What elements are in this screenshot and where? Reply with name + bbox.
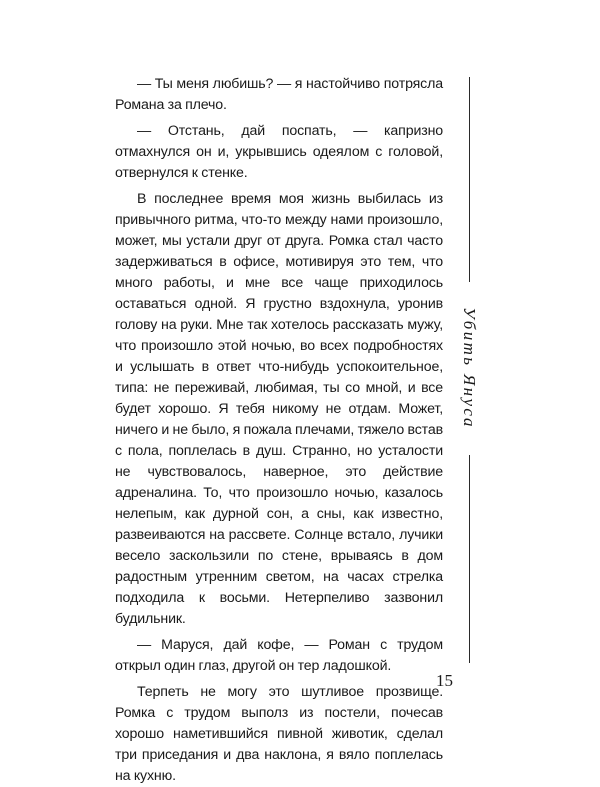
dialogue-paragraph: — Отстань, дай поспать, — капризно отмахнулся он и, укрывшись одеялом с головой, отвернулся к стенке. [115,123,443,181]
running-title: Убить Януса [460,307,479,429]
page-number: 15 [436,671,453,690]
narrative-paragraph: Терпеть не могу это шутливое прозвище. Ромка с трудом выполз из постели, почесав хорошо наметившийся пивной животик, сделал три приседания и два наклона, я вяло поплелась на кухню. [115,684,443,784]
dialogue-paragraph: — Ты меня любишь? — я настойчиво потрясла Романа за плечо. [115,76,443,113]
narrative-paragraph: В последнее время моя жизнь выбилась из привычного ритма, что-то между нами произошло, может, мы устали друг от друга. Ромка стал часто задерживаться в офисе, мотивируя это тем, что много работы, и мне все чаще приходилось оставаться одной. Я грустно вздохнула, уронив голову на руки. Мне так хотелось рассказать мужу, что произошло этой ночью, во всех подробностях и услышать в ответ что-нибудь успокоительное, типа: не переживай, любимая, ты со мной, и все будет хорошо. Я тебя никому не отдам. Может, ничего и не было, я пожала плечами, тяжело встав с пола, поплелась в душ. Странно, но усталости не чувствовалось, наверное, это действие адреналина. То, что произошло ночью, казалось нелепым, как дурной сон, а сны, как известно, развеиваются на рассвете. Солнце встало, лучики весело заскользили по стене, врываясь в дом радостным утренним светом, на часах стрелка подходила к восьми. Нетерпеливо зазвонил будильник. [115,191,443,627]
page-body-text [115,74,443,787]
margin-divider-top [469,77,470,282]
dialogue-paragraph: — Маруся, дай кофе, — Роман с трудом открыл один глаз, другой он тер ладошкой. [115,637,443,674]
margin-divider-bottom [469,455,470,663]
